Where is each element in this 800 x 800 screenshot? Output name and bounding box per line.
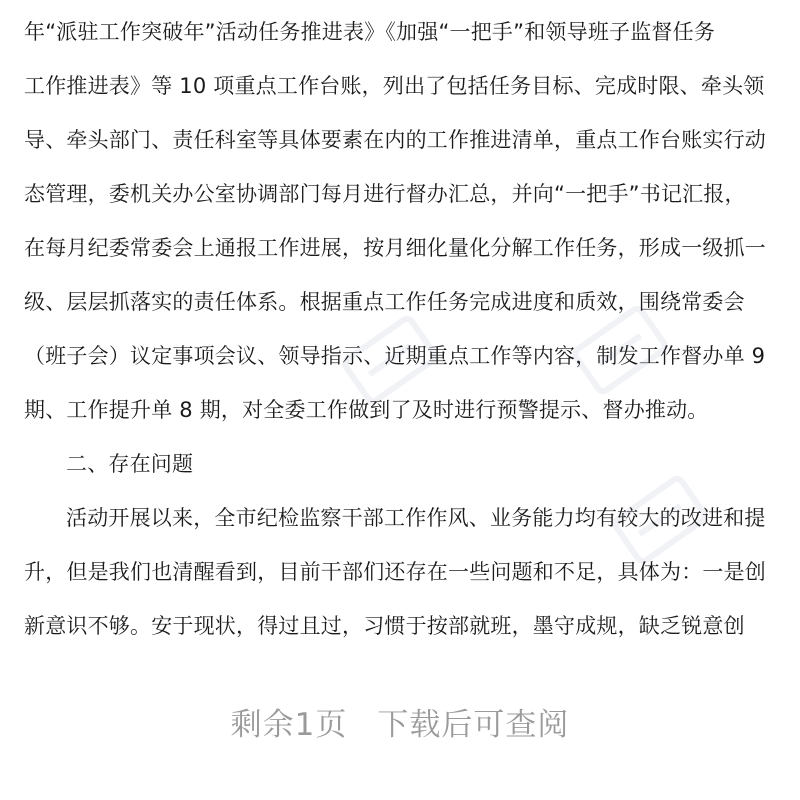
- body-text-line: 态管理，委机关办公室协调部门每月进行督办汇总，并向“一把手”书记汇报，: [24, 182, 746, 206]
- body-text-line: 活动开展以来，全市纪检监察干部工作作风、业务能力均有较大的改进和提: [66, 506, 766, 530]
- body-text-line: 升，但是我们也清醒看到，目前干部们还存在一些问题和不足，具体为：一是创: [24, 560, 766, 584]
- body-text-line: 新意识不够。安于现状，得过且过，习惯于按部就班，墨守成规，缺乏锐意创: [24, 614, 745, 638]
- download-to-view-label: 下载后可查阅: [377, 707, 570, 743]
- body-text-line: 在每月纪委常委会上通报工作进展，按月细化量化分解工作任务，形成一级抓一: [24, 236, 766, 260]
- remaining-pages-label: 剩余1页: [230, 707, 348, 743]
- body-text-line: 导、牵头部门、责任科室等具体要素在内的工作推进清单，重点工作台账实行动: [24, 128, 766, 152]
- watermark-icon: [330, 300, 450, 420]
- body-text-line: 年“派驻工作突破年”活动任务推进表》《加强“一把手”和领导班子监督任务: [24, 20, 716, 44]
- section-heading: 二、存在问题: [66, 452, 194, 476]
- download-banner[interactable]: [0, 700, 800, 750]
- body-text-line: （班子会）议定事项会议、领导指示、近期重点工作等内容，制发工作督办单 9: [24, 344, 766, 368]
- download-prompt[interactable]: [231, 700, 570, 750]
- watermark-icon: [600, 460, 720, 580]
- body-text-line: 工作推进表》等 10 项重点工作台账，列出了包括任务目标、完成时限、牵头领: [24, 74, 765, 98]
- body-text-line: 期、工作提升单 8 期，对全委工作做到了及时进行预警提示、督办推动。: [24, 398, 709, 422]
- watermark-icon: [560, 290, 680, 410]
- body-text-line: 级、层层抓落实的责任体系。根据重点工作任务完成进度和质效，围绕常委会: [24, 290, 745, 314]
